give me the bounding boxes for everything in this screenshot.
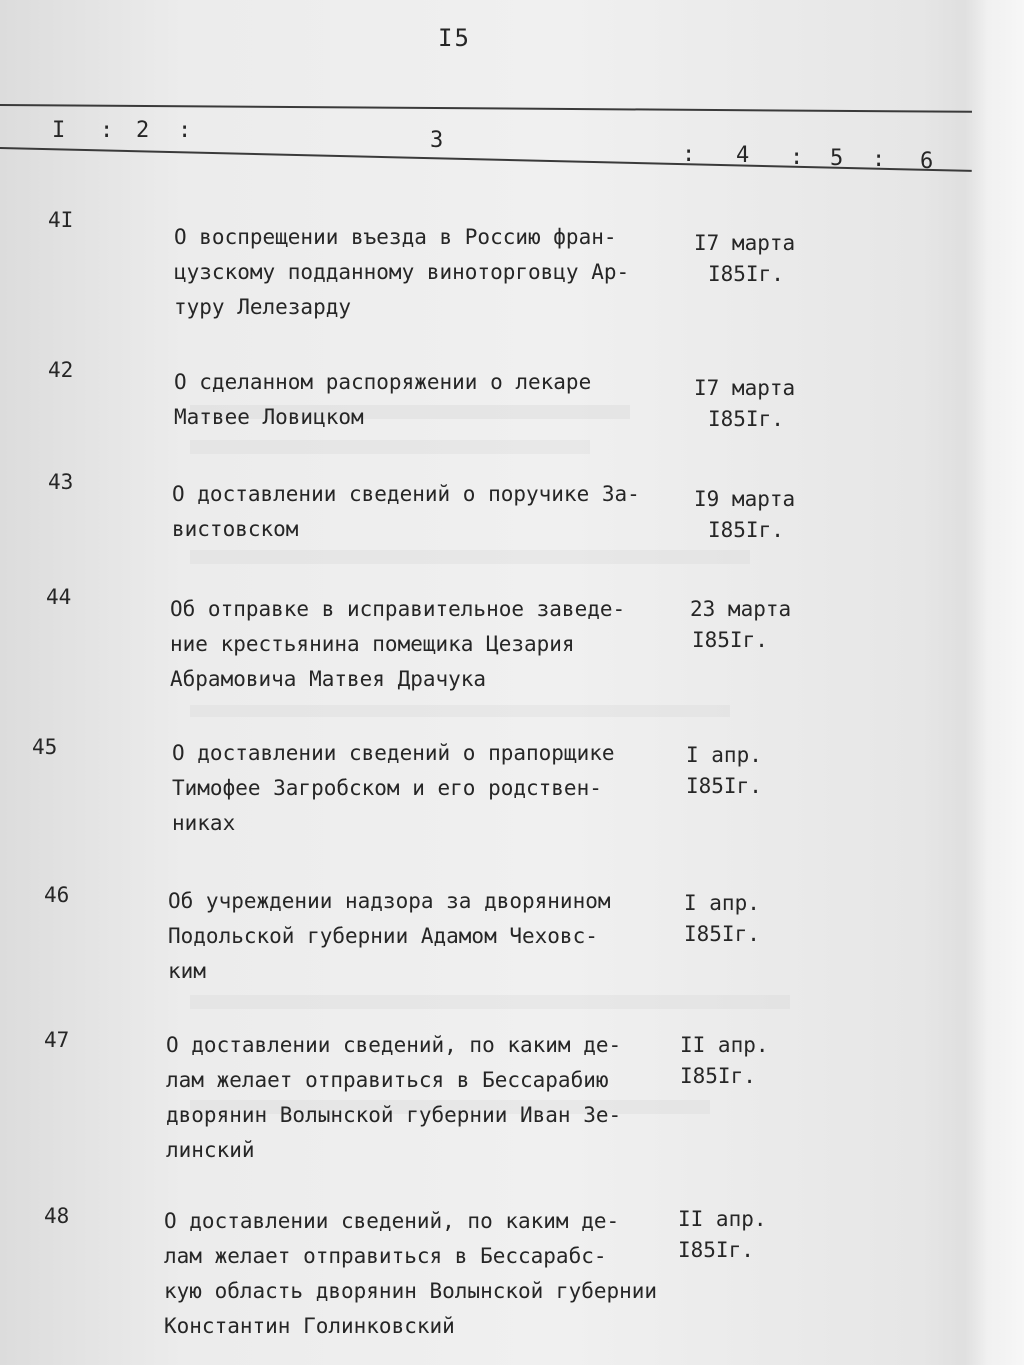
date-year: I85Iг.: [678, 1238, 754, 1262]
bleed-through-line: [190, 995, 790, 1009]
column-separator: :: [682, 142, 696, 167]
description-line: Абрамовича Матвея Драчука: [170, 667, 487, 691]
page-number: I5: [438, 24, 471, 52]
bleed-through-line: [190, 440, 590, 454]
description-line: Подольской губернии Адамом Чеховс-: [168, 924, 598, 948]
date-day: I апр.: [684, 891, 760, 915]
date-year: I85Iг.: [708, 262, 784, 286]
description-line: туру Лелезарду: [174, 295, 352, 319]
entry-description: [166, 1028, 686, 1168]
entry-number: 45: [32, 735, 58, 759]
paper-edge: [964, 0, 1024, 1365]
date-year: I85Iг.: [684, 922, 760, 946]
date-year: I85Iг.: [686, 774, 762, 798]
date-day: II апр.: [678, 1207, 767, 1231]
table-header-top-rule: [0, 104, 972, 113]
entry-number: 46: [44, 883, 70, 907]
column-header-3: 3: [430, 128, 444, 153]
description-line: О доставлении сведений, по каким де-: [166, 1033, 622, 1057]
entry-description: [172, 477, 692, 547]
description-line: лам желает отправиться в Бессарабию: [166, 1068, 609, 1092]
date-day: 23 марта: [690, 597, 792, 621]
date-year: I85Iг.: [692, 628, 768, 652]
bleed-through-line: [190, 550, 750, 564]
date-day: I апр.: [686, 743, 762, 767]
table-header-bottom-rule: [0, 147, 972, 172]
description-line: О доставлении сведений, по каким де-: [164, 1209, 620, 1233]
description-line: ние крестьянина помещика Цезария: [170, 632, 575, 656]
entry-number: 48: [44, 1204, 70, 1228]
column-header-5: 5: [830, 146, 844, 171]
column-header-1: I: [52, 118, 66, 143]
description-line: О воспрещении въезда в Россию фран-: [174, 225, 617, 249]
column-separator: :: [100, 118, 114, 143]
entry-description: [170, 592, 690, 697]
description-line: вистовском: [172, 517, 299, 541]
date-day: I7 марта: [694, 231, 796, 255]
entry-date: [686, 740, 762, 802]
description-line: цузскому подданному виноторговцу Ар-: [174, 260, 630, 284]
description-line: дворянин Волынской губернии Иван Зе-: [166, 1103, 622, 1127]
description-line: Константин Голинковский: [164, 1314, 455, 1338]
description-line: О доставлении сведений о прапорщике: [172, 741, 615, 765]
entry-date: [694, 228, 795, 290]
date-year: I85Iг.: [680, 1064, 756, 1088]
entry-number: 44: [46, 585, 72, 609]
date-year: I85Iг.: [708, 518, 784, 542]
description-line: линский: [166, 1138, 255, 1162]
column-separator: :: [872, 147, 886, 172]
date-day: I7 марта: [694, 376, 796, 400]
column-header-4: 4: [736, 143, 750, 168]
entry-date: [684, 888, 760, 950]
entry-description: [174, 365, 694, 435]
description-line: ким: [168, 959, 206, 983]
entry-date: [690, 594, 791, 656]
column-header-2: 2: [136, 118, 150, 143]
entry-number: 4I: [48, 208, 74, 232]
entry-number: 42: [48, 358, 74, 382]
bleed-through-line: [190, 705, 730, 717]
entry-number: 43: [48, 470, 74, 494]
entry-date: [694, 373, 795, 435]
entry-date: [678, 1204, 767, 1266]
description-line: кую область дворянин Волынской губернии: [164, 1279, 658, 1303]
entry-description: [164, 1204, 684, 1344]
description-line: Об учреждении надзора за дворянином: [168, 889, 611, 913]
entry-description: [174, 220, 694, 325]
date-year: I85Iг.: [708, 407, 784, 431]
description-line: О доставлении сведений о поручике За-: [172, 482, 640, 506]
entry-description: [172, 736, 692, 841]
description-line: Об отправке в исправительное заведе-: [170, 597, 626, 621]
entry-date: [694, 484, 795, 546]
column-header-6: 6: [920, 149, 934, 174]
entry-date: [680, 1030, 769, 1092]
entry-number: 47: [44, 1028, 70, 1052]
description-line: О сделанном распоряжении о лекаре: [174, 370, 592, 394]
description-line: Матвее Ловицком: [174, 405, 364, 429]
date-day: II апр.: [680, 1033, 769, 1057]
description-line: никах: [172, 811, 236, 835]
description-line: лам желает отправиться в Бессарабс-: [164, 1244, 607, 1268]
column-separator: :: [178, 118, 192, 143]
date-day: I9 марта: [694, 487, 796, 511]
column-separator: :: [790, 145, 804, 170]
description-line: Тимофее Загробском и его родствен-: [172, 776, 602, 800]
entry-description: [168, 884, 688, 989]
